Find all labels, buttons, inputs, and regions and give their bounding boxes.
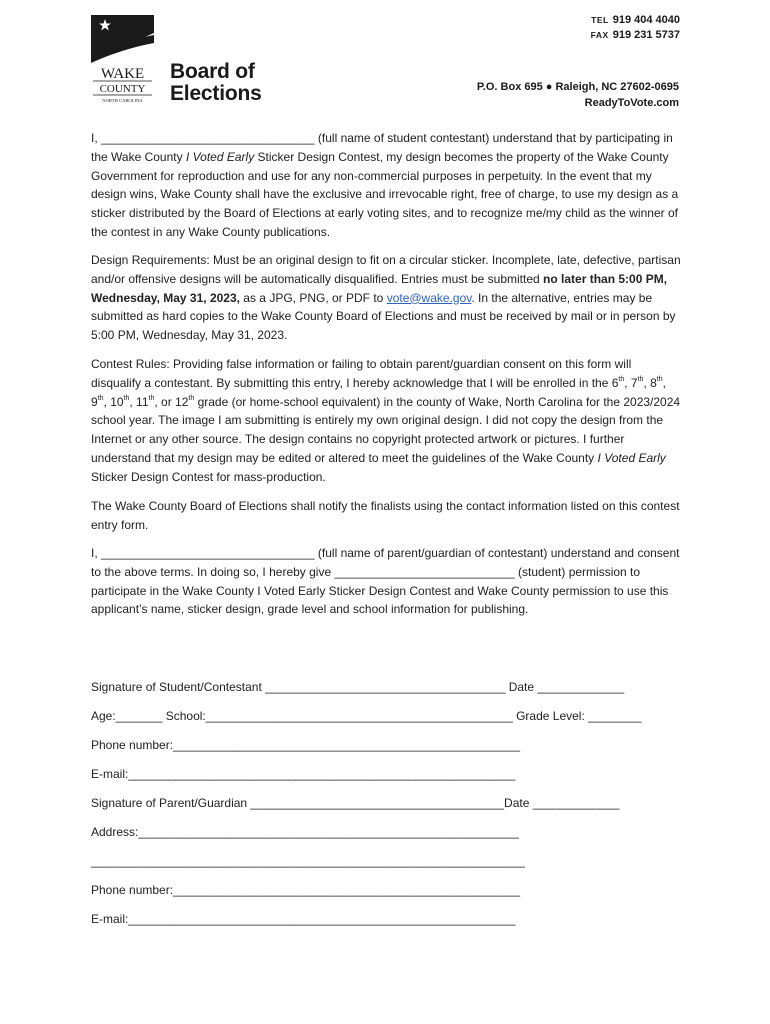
- fax-line: [591, 28, 680, 43]
- address-field[interactable]: Address:_________________________________________________________: [91, 825, 519, 839]
- mailing-address: P.O. Box 695 ● Raleigh, NC 27602-0695: [476, 81, 679, 93]
- sup-6: th: [618, 375, 625, 383]
- parent-signature-field[interactable]: Signature of Parent/Guardian ______________________________________Date _____________: [91, 796, 620, 810]
- age-school-grade-field[interactable]: Age:_______ School:______________________________________________ Grade Level: ________: [91, 709, 642, 723]
- phone-fax-block: [591, 13, 680, 43]
- parent-phone-field[interactable]: Phone number:____________________________________________________: [91, 883, 521, 897]
- fax-number: 919 231 5737: [612, 29, 680, 41]
- p3-text-a: Contest Rules: Providing false information or failing to obtain parent/guardian consent on this form will disqualify a contestant. By submitting this entry, I hereby acknowledge that I will be enrolled in the 6: [91, 357, 632, 390]
- board-of-elections-title: [170, 61, 262, 105]
- p3-text-b: , 7: [624, 375, 638, 390]
- student-email-field[interactable]: E-mail:__________________________________________________________: [91, 767, 516, 781]
- p2-text-d: . In the alternative, entries may be submitted as hard copies to the Wake County Board of Elections and must be received by mail or in person by 5:00 PM, Wednesday, May 31, 2023.: [91, 290, 676, 343]
- address-block: [477, 79, 679, 111]
- p2-text-c: as a JPG, PNG, or PDF to: [239, 290, 387, 305]
- notification-paragraph: The Wake County Board of Elections shall notify the finalists using the contact information listed on this contest entry form.: [91, 499, 680, 532]
- sup-9: th: [97, 394, 104, 402]
- p3-text-d: , 9: [91, 375, 666, 409]
- website: ReadyToVote.com: [584, 97, 679, 109]
- tel-line: [591, 13, 680, 28]
- p3-text-c: , 8: [643, 375, 657, 390]
- p3-text-e: , 10: [103, 394, 124, 409]
- p1-italic-contest: I Voted Early: [185, 149, 255, 164]
- vote-email-link[interactable]: vote@wake.gov: [386, 290, 472, 305]
- sup-11: th: [148, 394, 155, 402]
- p2-deadline: no later than 5:00 PM, Wednesday, May 31, 2023,: [91, 271, 668, 305]
- p3-text-j: Sticker Design Contest for mass-production.: [91, 469, 326, 484]
- p3-text-f: , 11: [129, 394, 149, 409]
- logo-nc-text: NORTH CAROLINA: [102, 98, 143, 103]
- contest-rules-paragraph: [91, 355, 681, 487]
- sup-12: th: [188, 394, 195, 402]
- sup-8: th: [656, 375, 663, 383]
- p3-text-h: grade (or home-school equivalent) in the county of Wake, North Carolina for the 2023/2024 school year. The image I am submitting is entirely my own original design. I did not copy the design from the Internet or any other source. The design contains no copyright protected artwork or pictures. I further understand that my design may be edited or altered to meet the guidelines of the Wake County: [91, 394, 681, 465]
- tel-number: 919 404 4040: [612, 14, 680, 26]
- p3-italic-contest: I Voted Early: [597, 450, 666, 465]
- parent-consent-paragraph: I, ________________________________ (full name of parent/guardian of contestant) understand and consent to the above terms. In doing so, I hereby give ___________________________ (student) permission to participate in the Wake County I Voted Early Sticker Design Contest and Wake County permission to use this applicant’s name, sticker design, grade level and school information for publishing.: [91, 546, 680, 617]
- design-requirements-paragraph: [91, 251, 681, 345]
- p3-text-g: , or 12: [154, 394, 189, 409]
- sup-10: th: [123, 394, 130, 402]
- title-line-1: Board of: [170, 60, 255, 83]
- tel-label: TEL: [591, 15, 609, 25]
- p1-text-c: Sticker Design Contest, my design becomes the property of the Wake County Government for reproduction and use for any non-commercial purposes in perpetuity. In the event that my design wins, Wake County shall have the exclusive and irrevocable right, free of charge, to use my design as a sticker distributed by the Board of Elections at early voting sites, and to recognize me/my child as the winner of the contest in any Wake County publications.: [91, 149, 679, 239]
- p2-text-a: Design Requirements: Must be an original design to fit on a circular sticker. Incomplete, late, defective, partisan and/or offensive designs will be automatically disqualified. Entries must be submitted: [91, 253, 681, 286]
- parent-email-field[interactable]: E-mail:__________________________________________________________: [91, 912, 516, 926]
- sup-7: th: [637, 375, 644, 383]
- address-line-2-field[interactable]: _________________________________________________________________: [91, 854, 525, 868]
- wake-county-logo: [91, 15, 154, 105]
- student-signature-field[interactable]: Signature of Student/Contestant ____________________________________ Date _____________: [91, 680, 625, 694]
- p1-text-a: I, ________________________________ (full name of student contestant) understand that by participating in the Wake County: [91, 131, 673, 164]
- student-consent-paragraph: [91, 129, 681, 242]
- logo-county-text: COUNTY: [99, 83, 146, 95]
- title-line-2: Elections: [170, 82, 262, 105]
- fax-label: FAX: [590, 30, 609, 40]
- student-phone-field[interactable]: Phone number:____________________________________________________: [91, 738, 521, 752]
- logo-wake-text: WAKE: [100, 66, 145, 82]
